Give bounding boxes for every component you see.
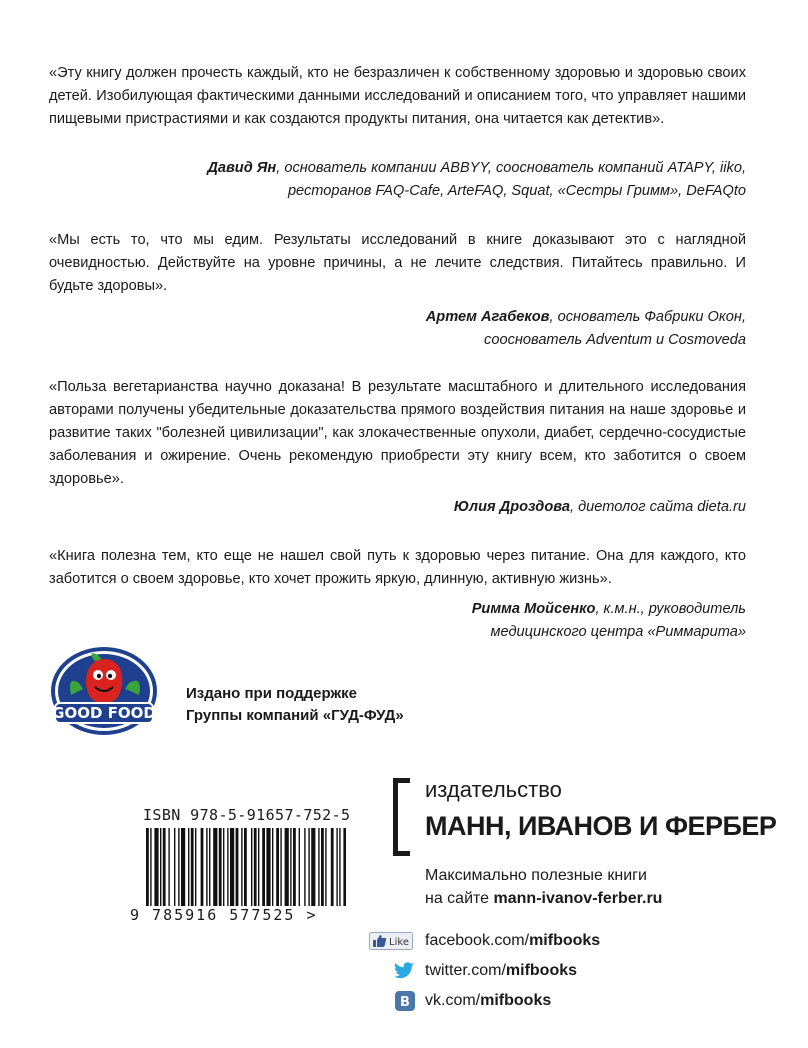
barcode-bar — [304, 828, 305, 906]
barcode-digits: 9 785916 577525 > — [130, 906, 318, 924]
barcode-bar — [272, 828, 273, 906]
like-badge-text: Like — [389, 937, 409, 948]
quote-role-2a: , основатель Фабрики Окон, — [549, 309, 746, 325]
barcode-bar — [280, 828, 281, 906]
good-food-logo — [49, 645, 159, 737]
barcode-bar — [308, 828, 309, 906]
barcode-bar — [336, 828, 337, 906]
barcode-bar — [178, 828, 179, 906]
quote-text-2: «Мы есть то, что мы едим. Результаты исследований в книге доказывают это с наглядной очевидностью. Действуйте на уровне причины, а не лечите следствия. Питайтесь правильно. И будьте здоровы». — [49, 232, 746, 294]
publisher-desc-prefix: на сайте — [425, 890, 494, 907]
barcode-bar — [266, 828, 270, 906]
publisher-bracket — [393, 778, 410, 856]
quote-attribution-4 — [126, 598, 746, 644]
quote-role-1a: , основатель компании ABBYY, сооснователь компаний ATAPY, iiko, — [276, 160, 746, 176]
barcode-bar — [262, 828, 265, 906]
vk-badge-text: В — [400, 995, 410, 1010]
quote-author-4: Римма Мойсенко — [471, 601, 596, 617]
barcode-bar — [325, 828, 326, 906]
barcode-bar — [276, 828, 279, 906]
barcode-bar — [321, 828, 324, 906]
barcode-bar — [160, 828, 161, 906]
barcode-bar — [331, 828, 334, 906]
barcode-bar — [223, 828, 224, 906]
quote-attribution-2 — [126, 306, 746, 352]
barcode-bar — [299, 828, 300, 906]
quote-role-2b: сооснователь Adventum и Cosmoveda — [484, 332, 746, 348]
quote-role-3a: , диетолог сайта dieta.ru — [569, 499, 746, 515]
quote-role-4a: , к.м.н., руководитель — [595, 601, 746, 617]
facebook-link[interactable] — [425, 930, 600, 952]
support-line-2: Группы компаний «ГУД-ФУД» — [186, 707, 404, 724]
barcode-bar — [163, 828, 166, 906]
barcode-bar — [244, 828, 247, 906]
quote-text-4: «Книга полезна тем, кто еще не нашел свой путь к здоровью через питание. Она для каждого, кто заботится о своем здоровье, кто хочет прожить яркую, длинную, активную жизнь». — [49, 548, 746, 587]
quote-text-3: «Польза вегетарианства научно доказана! В результате масштабного и длительного исследования авторами получены убедительные доказательства прямого воздействия питания на наше здоровье и развитие таких "болезней цивилизации", как злокачественные опухоли, диабет, сердечно-сосудистые заболевания и ожирение. Очень рекомендую приобрести эту книгу всем, кто заботится о своем здоровье». — [49, 379, 746, 487]
barcode-bar — [343, 828, 346, 906]
barcode-bar — [188, 828, 189, 906]
publisher-name: МАНН, ИВАНОВ И ФЕРБЕР — [425, 811, 777, 841]
publisher-desc-line-1: Максимально полезные книги — [425, 867, 647, 884]
barcode-bar — [154, 828, 158, 906]
facebook-prefix: facebook.com/ — [425, 932, 530, 949]
barcode-bar — [251, 828, 252, 906]
support-note — [186, 683, 404, 727]
twitter-bird-icon[interactable] — [393, 962, 415, 985]
barcode-bar — [254, 828, 257, 906]
twitter-link[interactable] — [425, 960, 577, 982]
barcode-bar — [191, 828, 194, 906]
publisher-site-link[interactable]: mann-ivanov-ferber.ru — [493, 890, 663, 907]
vk-link[interactable] — [425, 990, 551, 1012]
facebook-handle: mifbooks — [529, 932, 601, 949]
publisher-description — [425, 864, 662, 910]
isbn-label: ISBN 978-5-91657-752-5 — [143, 806, 351, 824]
barcode-bar — [258, 828, 259, 906]
barcode-bar — [174, 828, 175, 906]
barcode-bar — [241, 828, 242, 906]
publisher-label: издательство — [425, 777, 562, 802]
barcode-bar — [219, 828, 222, 906]
vk-icon[interactable] — [395, 991, 415, 1016]
quote-author-3: Юлия Дроздова — [453, 499, 570, 515]
twitter-prefix: twitter.com/ — [425, 962, 506, 979]
facebook-like-icon[interactable] — [369, 932, 413, 955]
barcode-bar — [209, 828, 210, 906]
barcode-bar — [146, 828, 149, 906]
quote-author-2: Артем Агабеков — [425, 309, 550, 325]
quote-role-1b: ресторанов FAQ-Cafe, ArteFAQ, Squat, «Сестры Гримм», DeFAQto — [287, 183, 746, 199]
vk-prefix: vk.com/ — [425, 992, 481, 1009]
quote-attribution-1 — [126, 157, 746, 203]
barcode-bar — [230, 828, 234, 906]
barcode-bar — [227, 828, 228, 906]
barcode-bar — [311, 828, 315, 906]
barcode-bar — [213, 828, 217, 906]
barcode-bar — [150, 828, 151, 906]
quote-author-1: Давид Ян — [207, 160, 277, 176]
barcode-bar — [236, 828, 239, 906]
twitter-handle: mifbooks — [505, 962, 578, 979]
barcode-bar — [285, 828, 289, 906]
barcode-bar — [168, 828, 169, 906]
barcode-bar — [290, 828, 291, 906]
quote-role-4b: медицинского центра «Риммарита» — [490, 624, 746, 640]
quote-text-1: «Эту книгу должен прочесть каждый, кто не безразличен к собственному здоровью и здоровью своих детей. Изобилующая фактическими данными исследований и описанием того, что управляет нашими пищевыми пристрастиями и как создаются продукты питания, она читается как детектив». — [49, 65, 746, 127]
support-line-1: Издано при поддержке — [186, 685, 357, 702]
barcode-bar — [293, 828, 296, 906]
barcode-bar — [181, 828, 185, 906]
isbn-barcode — [146, 828, 346, 906]
barcode-bar — [206, 828, 207, 906]
barcode-bar — [318, 828, 319, 906]
quote-attribution-3 — [126, 496, 746, 519]
logo-text: GOOD FOOD — [52, 704, 156, 722]
vk-handle: mifbooks — [480, 992, 552, 1009]
barcode-bar — [195, 828, 196, 906]
barcode-bar — [201, 828, 204, 906]
barcode-bar — [339, 828, 340, 906]
